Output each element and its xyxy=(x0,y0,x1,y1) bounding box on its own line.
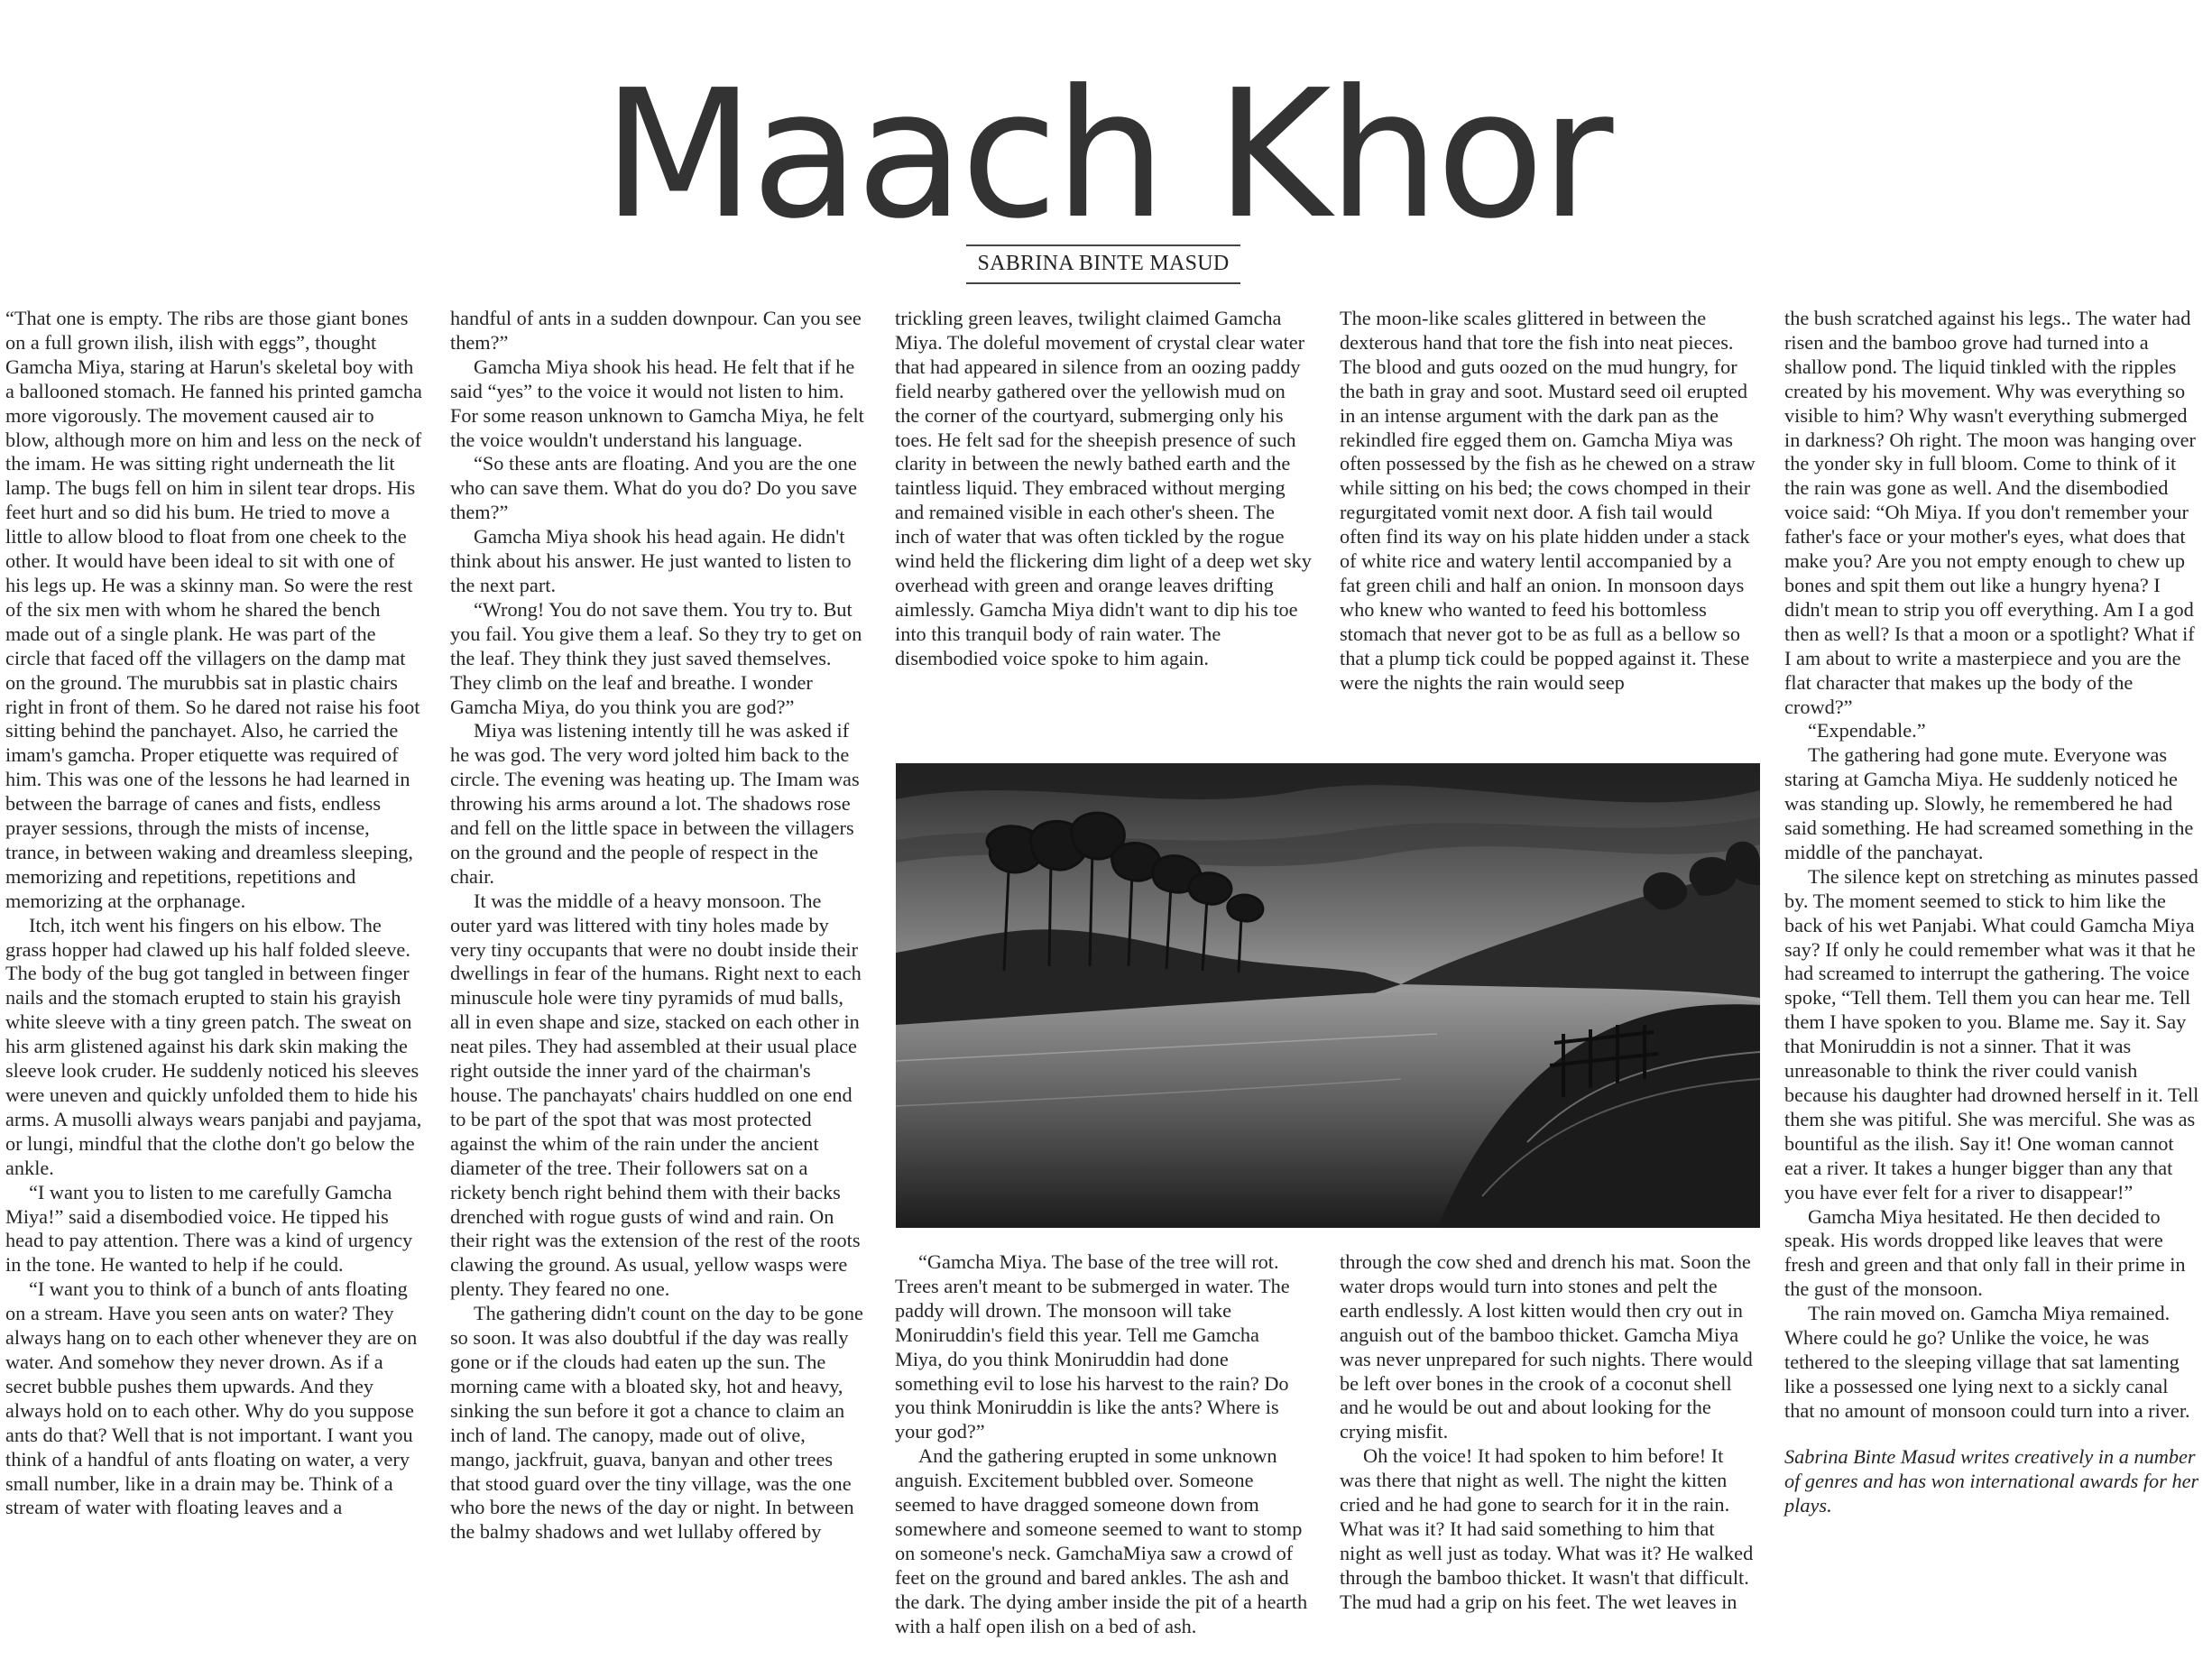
article-title: Maach Khor xyxy=(602,52,1610,258)
paragraph: “So these ants are floating. And you are the one who can save them. What do you do? Do you save them?” xyxy=(450,452,857,524)
paragraph: The rain moved on. Gamcha Miya remained. Where could he go? Unlike the voice, he was tethered to the sleeping village that sat lamenting like a possessed one lying next to a sickly canal that no amount of monsoon could turn into a river. xyxy=(1784,1302,2190,1422)
paragraph: “Gamcha Miya. The base of the tree will rot. Trees aren't meant to be submerged in water. The paddy will drown. The monsoon will take Moniruddin's field this year. Tell me Gamcha Miya, do you think Moniruddin had done something evil to lose his harvest to the rain? Do you think Moniruddin is like the ants? Where is your god?” xyxy=(895,1250,1290,1443)
paragraph: “I want you to think of a bunch of ants floating on a stream. Have you seen ants on water? They always hang on to each other whenever they are on water. And somehow they never drown. As if a secret bubble pushes them upwards. And they always hold on to each other. Why do you suppose ants do that? Well that is not important. I want you think of a handful of ants floating on water, a very small number, like in a drain may be. Think of a stream of water with floating leaves and a xyxy=(5,1277,418,1519)
paragraph: the bush scratched against his legs.. The water had risen and the bamboo grove had turned into a shallow pond. The liquid tinkled with the ripples created by his movement. Why was everything so visible to him? Why wasn't everything submerged in darkness? Oh right. The moon was hanging over the yonder sky in full bloom. Come to think of it the rain was gone as well. And the disembodied voice said: “Oh Miya. If you don't remember your father's face or your mother's eyes, what does that make you? Are you not empty enough to chew up bones and spit them out like a hungry hyena? I didn't mean to strip you off everything. Am I a god then as well? Is that a moon or a spotlight? What if I am about to write a masterpiece and you are the flat character that makes up the body of the crowd?” xyxy=(1784,307,2196,718)
paragraph: “I want you to listen to me carefully Gamcha Miya!” said a disembodied voice. He tipped his head to pay attention. There was a kind of urgency in the tone. He wanted to help if he could. xyxy=(5,1180,413,1277)
paragraph: Itch, itch went his fingers on his elbow. The grass hopper had clawed up his half folded sleeve. The body of the bug got tangled in between finger nails and the stomach erupted to stain his grayish white sleeve with a tiny green patch. The sweat on his arm glistened against his dark skin making the sleeve look cruder. He suddenly noticed his sleeves were uneven and quickly unfolded them to hide his arms. A musolli always wears panjabi and payjama, or lungi, mindful that the clothe don't go below the ankle. xyxy=(5,913,422,1179)
paragraph: The gathering didn't count on the day to be gone so soon. It was also doubtful if the day was really gone or if the clouds had eaten up the sun. The morning came with a bloated sky, hot and heavy, sinking the sun before it got a chance to claim an inch of land. The canopy, made out of olive, mango, jackfruit, guava, banyan and other trees that stood guard over the tiny village, was the one who bore the news of the day or night. In between the balmy shadows and wet lullaby offered by xyxy=(450,1302,863,1544)
photo-illustration xyxy=(896,763,1760,1228)
text-column-1 xyxy=(5,307,422,1520)
text-column-3-bottom xyxy=(895,1250,1312,1639)
paragraph: “That one is empty. The ribs are those giant bones on a full grown ilish, ilish with eggs”, thought Gamcha Miya, staring at Harun's skeletal boy with a ballooned stomach. He fanned his printed gamcha more vigorously. The movement caused air to blow, although more on him and less on the neck of the imam. He was sitting right underneath the lit lamp. The bugs fell on him in silent tear drops. His feet hurt and so did his bum. He tried to move a little to allow blood to float from one cheek to the other. It would have been ideal to sit with one of his legs up. He was a skinny man. So were the rest of the six men with whom he shared the bench made out of a single plank. He was part of the circle that faced off the villagers on the damp mat on the ground. The murubbis sat in plastic chairs right in front of them. So he dared not raise his foot sitting behind the panchayet. Also, he carried the imam's gamcha. Proper etiquette was required of him. This was one of the lessons he had learned in between the barrage of canes and fists, endless prayer sessions, through the mists of incense, trance, in between waking and dreamless sleeping, memorizing and repetitions, repetitions and memorizing at the orphanage. xyxy=(5,307,422,912)
paragraph: “Expendable.” xyxy=(1808,719,1926,742)
text-column-4-bottom xyxy=(1340,1250,1756,1615)
byline: SABRINA BINTE MASUD xyxy=(966,244,1240,284)
text-column-5 xyxy=(1784,307,2201,1517)
paragraph: And the gathering erupted in some unknown anguish. Excitement bubbled over. Someone seemed to have dragged someone down from somewhere and someone seemed to want to stomp on someone's neck. GamchaMiya saw a crowd of feet on the ground and bared ankles. The ash and the dark. The dying amber inside the pit of a hearth with a half open ilish on a bed of ash. xyxy=(895,1444,1308,1637)
paragraph: The gathering had gone mute. Everyone was staring at Gamcha Miya. He suddenly noticed he was standing up. Slowly, he remembered he had said something. He had screamed something in the middle of the panchayat. xyxy=(1784,743,2194,863)
text-column-2 xyxy=(450,307,867,1545)
paragraph: “Wrong! You do not save them. You try to. But you fail. You give them a leaf. So they try to get on the leaf. They think they just saved themselves. They climb on the leaf and breathe. I wonder Gamcha Miya, do you think you are god?” xyxy=(450,597,862,718)
paragraph: The silence kept on stretching as minutes passed by. The moment seemed to stick to him like the back of his wet Panjabi. What could Gamcha Miya say? If only he could remember what was it that he had screamed to interrupt the gathering. The voice spoke, “Tell them. Tell them you can hear me. Tell them I have spoken to you. Blame me. Say it. Say that Moniruddin is not a sinner. That it was unreasonable to think the river could vanish because his daughter had drowned herself in it. Tell them she was pitiful. She was merciful. She was as bountiful as the ilish. Say it! One woman cannot eat a river. It takes a hunger bigger than any that you have ever felt for a river to disappear!” xyxy=(1784,864,2199,1203)
paragraph: The moon-like scales glittered in between the dexterous hand that tore the fish into neat pieces. The blood and guts oozed on the mud hungry, for the bath in gray and soot. Mustard seed oil erupted in an intense argument with the dark pan as the rekindled fire egged them on. Gamcha Miya was often possessed by the fish as he chewed on a straw while sitting on his bed; the cows chomped in their regurgitated vomit next door. A fish tail would often find its way on his plate hidden under a stack of white rice and watery lentil accompanied by a fat green chili and half an onion. In monsoon days who knew who wanted to feed his bottomless stomach that never got to be as full as a bellow so that a plump tick could be popped against it. These were the nights the rain would seep xyxy=(1340,307,1756,694)
monsoon-river-photo xyxy=(896,763,1760,1228)
paragraph: Miya was listening intently till he was asked if he was god. The very word jolted him back to the circle. The evening was heating up. The Imam was throwing his arms around a lot. The shadows rose and fell on the little space in between the villagers on the ground and the people of respect in the chair. xyxy=(450,719,860,888)
paragraph: It was the middle of a heavy monsoon. The outer yard was littered with tiny holes made by very tiny occupants that were no doubt inside their dwellings in fear of the humans. Right next to each minuscule hole were tiny pyramids of mud balls, all in even shape and size, stacked on each other in neat piles. They had assembled at their usual place right outside the inner yard of the chairman's house. The panchayats' chairs huddled on one end to be part of the spot that was most protected against the whim of the rain under the ancient diameter of the tree. Their followers sat on a rickety bench right behind them with their backs drenched with rogue gusts of wind and rain. On their right was the extension of the rest of the roots clawing the ground. As usual, yellow wasps were plenty. They feared no one. xyxy=(450,889,862,1301)
paragraph: trickling green leaves, twilight claimed Gamcha Miya. The doleful movement of crystal clear water that had appeared in silence from an oozing paddy field nearby gathered over the yellowish mud on the corner of the courtyard, submerging only his toes. He felt sad for the sheepish presence of such clarity in between the newly bathed earth and the taintless liquid. They embraced without merging and remained visible in each other's sheen. The inch of water that was often tickled by the rogue wind held the flickering dim light of a deep wet sky overhead with green and orange leaves drifting aimlessly. Gamcha Miya didn't want to dip his toe into this tranquil body of rain water. The disembodied voice spoke to him again. xyxy=(895,307,1312,669)
paragraph: handful of ants in a sudden downpour. Can you see them?” xyxy=(450,307,862,354)
text-column-4-top xyxy=(1340,307,1756,696)
paragraph: Oh the voice! It had spoken to him before! It was there that night as well. The night the kitten cried and he had gone to search for it in the rain. What was it? It had said something to him that night as well just as today. What was it? He walked through the bamboo thicket. It wasn't that difficult. The mud had a grip on his feet. The wet leaves in xyxy=(1340,1444,1754,1613)
author-bio: Sabrina Binte Masud writes creatively in a number of genres and has won international awards for her plays. xyxy=(1784,1444,2199,1517)
paragraph: Gamcha Miya shook his head. He felt that if he said “yes” to the voice it would not listen to him. For some reason unknown to Gamcha Miya, he felt the voice wouldn't understand his language. xyxy=(450,355,864,451)
paragraph: through the cow shed and drench his mat. Soon the water drops would turn into stones and pelt the earth endlessly. A lost kitten would then cry out in anguish out of the bamboo thicket. Gamcha Miya was never unprepared for such nights. There would be left over bones in the crook of a coconut shell and he would be out and about looking for the crying misfit. xyxy=(1340,1250,1753,1443)
paragraph: Gamcha Miya hesitated. He then decided to speak. His words dropped like leaves that were fresh and green and that only fall in their prime in the gust of the monsoon. xyxy=(1784,1204,2186,1301)
paragraph: Gamcha Miya shook his head again. He didn't think about his answer. He just wanted to listen to the next part. xyxy=(450,525,852,596)
text-column-3-top xyxy=(895,307,1312,671)
